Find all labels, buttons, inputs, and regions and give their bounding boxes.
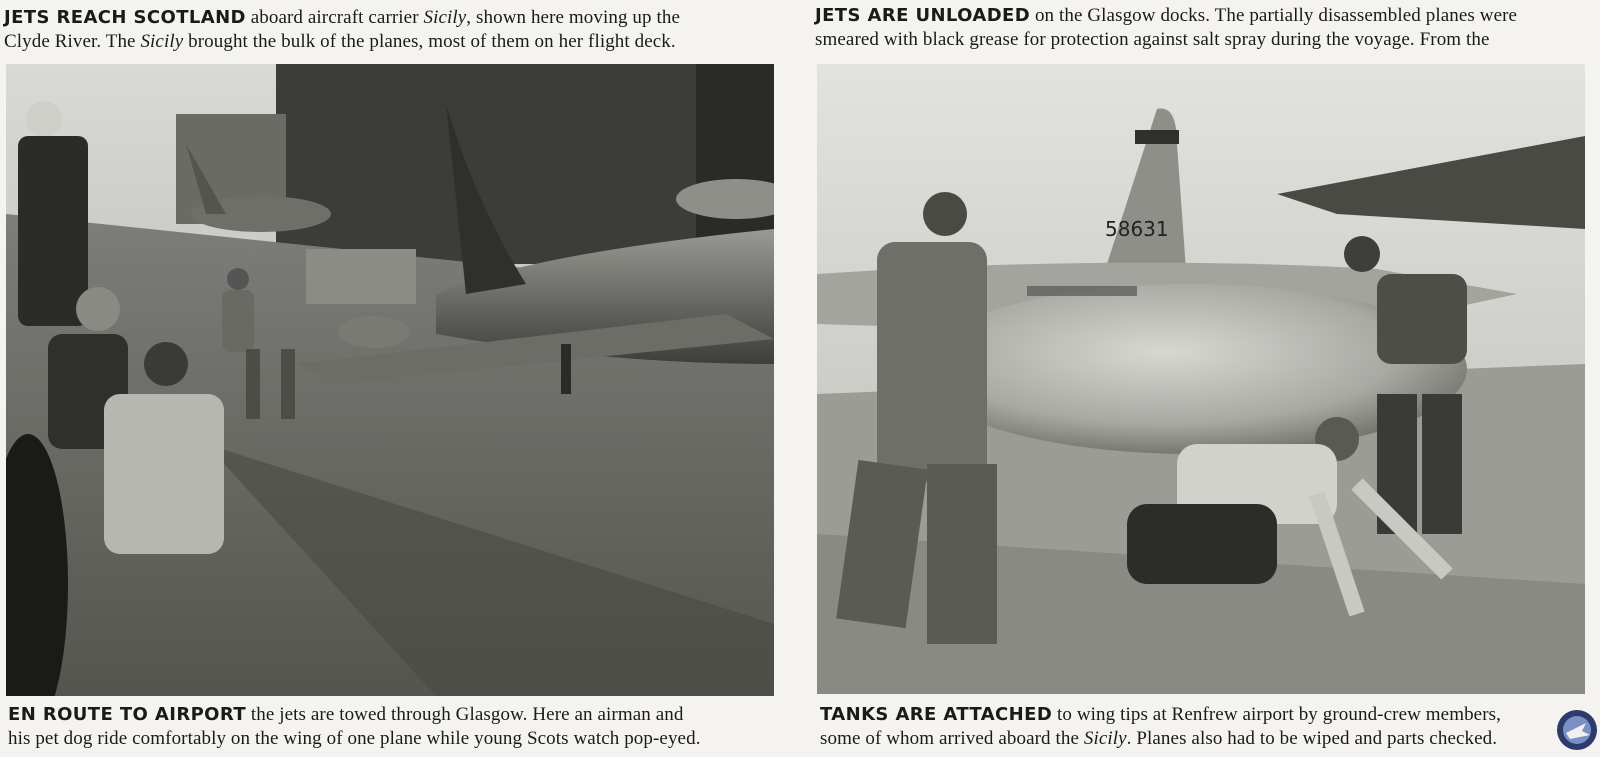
caption-text: the jets are towed through Glasgow. Here an airman and [246, 704, 684, 725]
caption-text: on the Glasgow docks. The partially disassembled planes were [1030, 5, 1518, 26]
photo-jets-towed-through-glasgow [6, 64, 774, 696]
emblem-stamp-icon [1556, 709, 1598, 751]
caption-text: aboard aircraft carrier [245, 7, 424, 28]
caption-jets-reach-scotland [4, 6, 680, 54]
ship-name: Sicily [1083, 728, 1127, 749]
caption-text: brought the bulk of the planes, most of them on her flight deck. [183, 31, 676, 52]
caption-heading: JETS REACH SCOTLAND [4, 7, 246, 28]
caption-text: smeared with black grease for protection against salt spray during the voyage. From the [815, 29, 1490, 50]
photo-tanks-attached [817, 64, 1585, 694]
caption-text: , shown here moving up the [466, 7, 680, 28]
caption-text: his pet dog ride comfortably on the wing of one plane while young Scots watch pop-eyed. [8, 728, 701, 749]
tail-number: 58631 [1105, 217, 1169, 241]
caption-heading: JETS ARE UNLOADED [815, 5, 1031, 26]
caption-en-route-to-airport [8, 703, 701, 751]
caption-heading: EN ROUTE TO AIRPORT [8, 704, 247, 725]
caption-text: Clyde River. The [4, 31, 141, 52]
caption-heading: TANKS ARE ATTACHED [820, 704, 1053, 725]
caption-jets-are-unloaded [815, 4, 1517, 52]
ship-name: Sicily [423, 7, 467, 28]
caption-tanks-are-attached [820, 703, 1501, 751]
caption-text: some of whom arrived aboard the [820, 728, 1084, 749]
ship-name: Sicily [140, 31, 184, 52]
caption-text: . Planes also had to be wiped and parts checked. [1126, 728, 1498, 749]
caption-text: to wing tips at Renfrew airport by ground-crew members, [1052, 704, 1501, 725]
